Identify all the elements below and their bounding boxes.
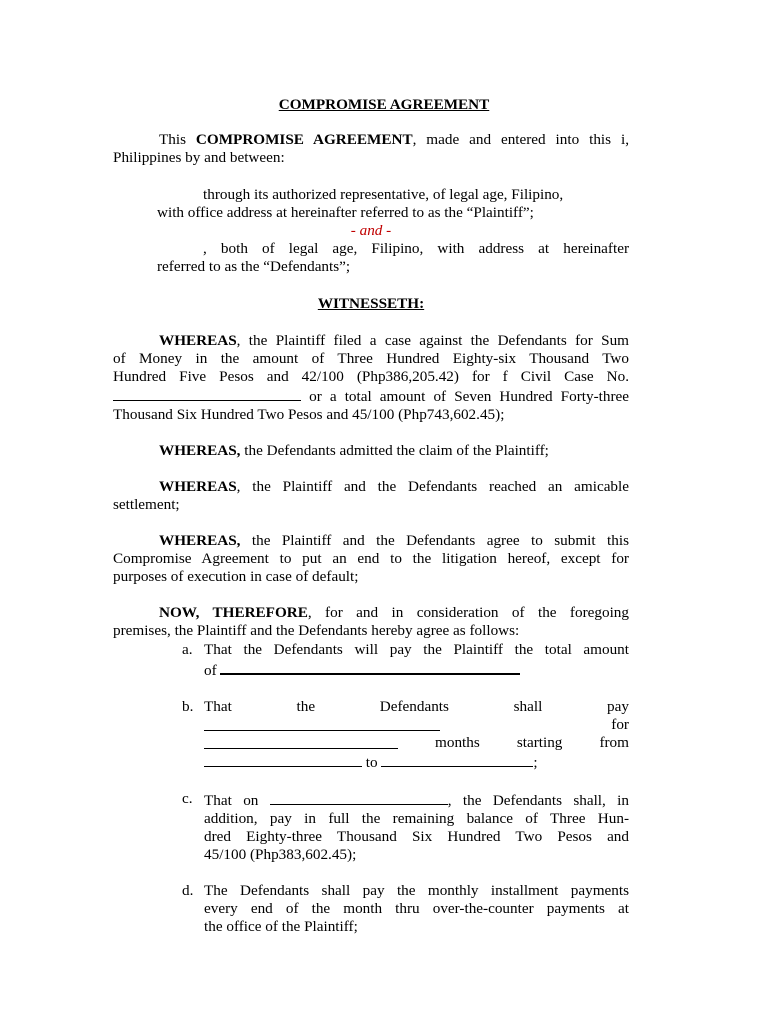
whereas1-line5: Thousand Six Hundred Two Pesos and 45/100 (Php743,602.45); [113,406,505,423]
whereas1-line1: , the Plaintiff filed a case against the Defendants for Sum [236,332,629,349]
whereas1-bold: WHEREAS [159,332,237,349]
item-c-line2: addition, pay in full the remaining balance of Three Hun- [204,810,629,827]
whereas4-line3: purposes of execution in case of default; [113,568,359,585]
document-body [113,131,629,640]
item-b-starting: starting [516,734,563,751]
whereas4-bold: WHEREAS, [159,532,241,549]
party2-line2: referred to as the “Defendants”; [157,258,351,275]
item-d-label: d. [182,882,194,899]
term-item-b [182,698,629,772]
therefore-bold: NOW, THEREFORE [159,604,308,621]
whereas1-line3: Hundred Five Pesos and 42/100 (Php386,205.42) for f Civil Case No. [113,368,629,385]
witnesseth-heading: WITNESSETH: [317,295,425,312]
item-b-word: pay [607,698,629,715]
term-item-c [182,790,629,864]
item-b-to: to [365,754,378,771]
item-b-word: That [204,698,232,715]
party1-line2: with office address at hereinafter referred to as the “Plaintiff”; [157,204,534,221]
item-d-line3: the office of the Plaintiff; [204,918,358,935]
item-b-for: for [611,716,629,733]
term-item-a [182,641,629,680]
installment-amount-blank [204,716,440,731]
whereas1-line2: of Money in the amount of Three Hundred Eighty-six Thousand Two [113,350,629,367]
intro-line1: , made and entered into this i, [412,131,629,148]
item-c-line1 [204,790,629,810]
whereas4-line2: Compromise Agreement to put an end to the litigation hereof, except for [113,550,629,567]
item-c-rest: , the Defendants shall, in [447,792,629,809]
document-title: COMPROMISE AGREEMENT [278,96,490,113]
party-plaintiff [113,186,629,222]
intro-bold: COMPROMISE AGREEMENT [195,131,413,148]
intro-line2: Philippines by and between: [113,149,285,166]
start-date-blank [204,752,362,767]
item-b-word: the [296,698,316,715]
item-a-of: of [204,662,217,679]
item-c-line3: dred Eighty-three Thousand Six Hundred Two Pesos and [204,828,629,845]
whereas3-line2: settlement; [113,496,180,513]
intro-paragraph [113,131,629,167]
whereas3-bold: WHEREAS [159,478,237,495]
item-b-end: ; [533,754,538,771]
item-b-line2 [204,716,629,734]
and-separator: - and - [350,222,392,239]
whereas-paragraph-3 [113,478,629,514]
item-b-from: from [599,734,629,751]
intro-lead: This [159,131,196,148]
item-b-months: months [435,734,480,751]
therefore-paragraph [113,604,629,640]
item-c-label: c. [182,790,193,807]
item-b-word: shall [513,698,543,715]
item-b-line3 [204,734,629,752]
item-b-label: b. [182,698,194,715]
whereas1-line4: or a total amount of Seven Hundred Forty-three [301,388,629,405]
party1-line1: through its authorized representative, of legal age, Filipino, [203,186,564,203]
party-defendants [113,240,629,276]
civil-case-blank [113,386,301,401]
item-a-label: a. [182,641,193,658]
whereas3-line1: , the Plaintiff and the Defendants reached an amicable [236,478,629,495]
therefore-line2: premises, the Plaintiff and the Defendants hereby agree as follows: [113,622,520,639]
payment-date-blank [270,790,448,805]
party2-line1: , both of legal age, Filipino, with address at hereinafter [203,240,629,257]
total-amount-blank [220,659,520,675]
whereas-paragraph-1 [113,332,629,424]
whereas-paragraph-4 [113,532,629,586]
whereas4-line1: the Plaintiff and the Defendants agree to submit this [240,532,629,549]
item-c-prefix: That on [204,792,259,809]
whereas2-bold: WHEREAS, [159,442,241,459]
term-item-d [182,882,629,936]
item-b-line1 [204,698,629,716]
item-d-line2: every end of the month thru over-the-counter payments at [204,900,629,917]
terms-list [182,641,629,936]
item-d-line1: The Defendants shall pay the monthly installment payments [204,882,629,899]
whereas2-rest: the Defendants admitted the claim of the Plaintiff; [240,442,549,459]
item-c-line4: 45/100 (Php383,602.45); [204,846,357,863]
whereas-paragraph-2 [113,442,629,460]
therefore-line1: , for and in consideration of the foregoing [307,604,629,621]
end-date-blank [381,752,533,767]
months-count-blank [204,734,398,749]
item-b-line4 [204,752,629,772]
item-b-word: Defendants [379,698,449,715]
item-a-line1: That the Defendants will pay the Plaintiff the total amount [204,641,629,658]
